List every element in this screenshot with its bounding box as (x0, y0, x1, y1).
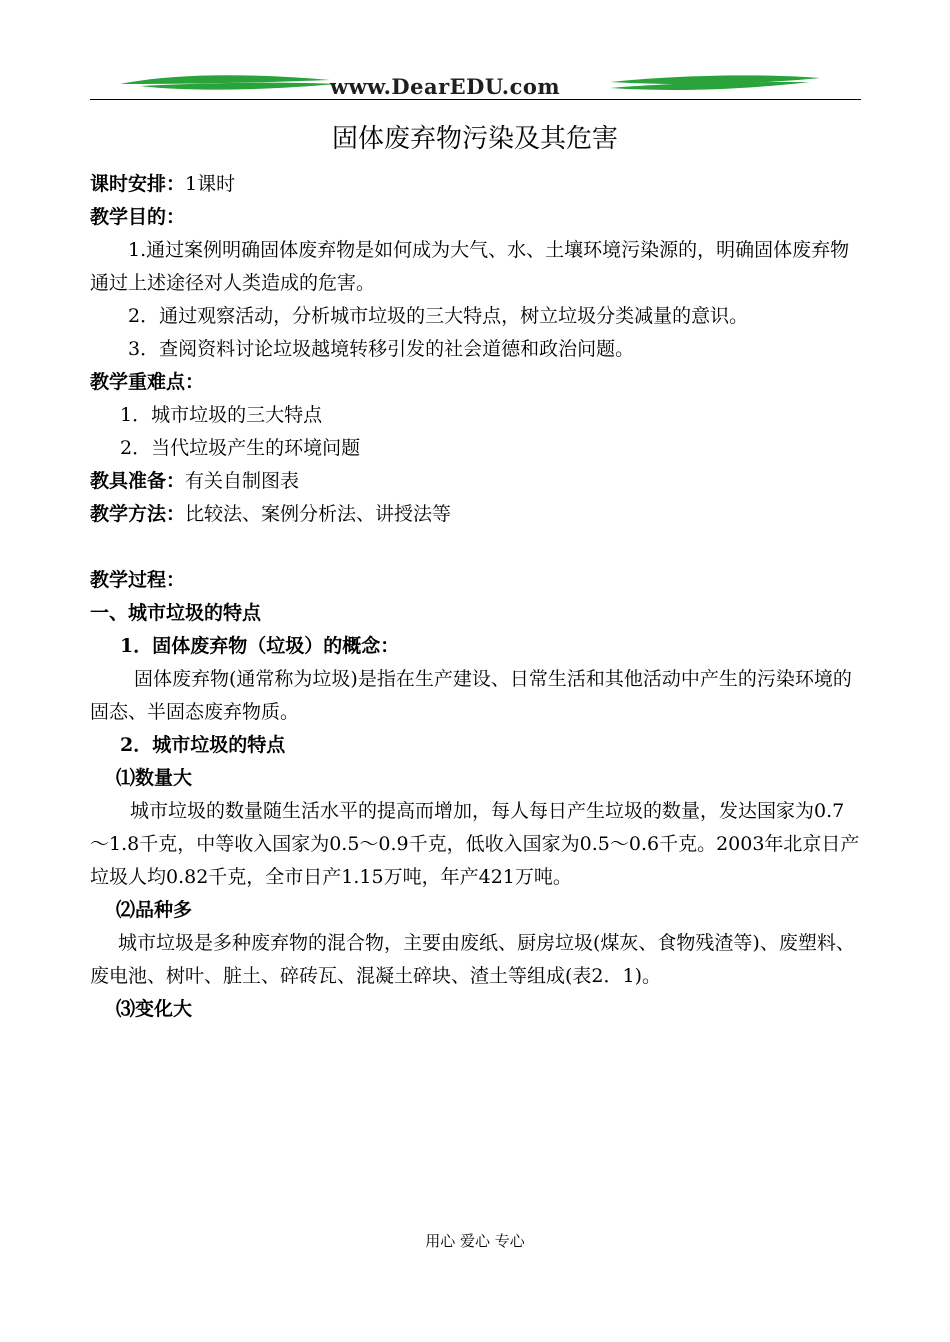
document-body (90, 168, 861, 1026)
page-title: 固体废弃物污染及其危害 (331, 124, 618, 154)
subsection-heading: 2．城市垃圾的特点 (120, 734, 286, 756)
page-footer: 用心 爱心 专心 (425, 1232, 525, 1250)
tools-value: 有关自制图表 (185, 470, 300, 492)
goals-label: 教学目的： (90, 206, 186, 228)
methods-label: 教学方法： (90, 503, 186, 525)
schedule-label: 课时安排： (90, 173, 186, 195)
key-points-label: 教学重难点： (90, 371, 205, 393)
key-point-item: 2．当代垃圾产生的环境问题 (120, 437, 361, 459)
methods-value: 比较法、案例分析法、讲授法等 (185, 503, 452, 525)
concept-paragraph: 固体废弃物(通常称为垃圾)是指在生产建设、日常生活和其他活动中产生的污染环境的固态、半固态废弃物质。 (90, 668, 852, 723)
goal-item: 2．通过观察活动，分析城市垃圾的三大特点，树立垃圾分类减量的意识。 (128, 305, 749, 327)
header-rule (90, 99, 861, 100)
methods-line (90, 498, 861, 531)
spacer (90, 531, 861, 564)
point-heading: ⑶变化大 (116, 998, 193, 1020)
tools-label: 教具准备： (90, 470, 186, 492)
key-point-item: 1．城市垃圾的三大特点 (120, 404, 323, 426)
section-heading: 一、城市垃圾的特点 (90, 602, 262, 624)
logo-text: www.DearEDU.com (330, 74, 561, 99)
point-paragraph: 城市垃圾是多种废弃物的混合物，主要由废纸、厨房垃圾(煤灰、食物残渣等)、废塑料、废电池、树叶、脏土、碎砖瓦、混凝土碎块、渣土等组成(表2．1)。 (90, 932, 855, 987)
goal-item: 1.通过案例明确固体废弃物是如何成为大气、水、土壤环境污染源的，明确固体废弃物通过上述途径对人类造成的危害。 (90, 239, 850, 294)
schedule-line (90, 168, 861, 201)
point-paragraph: 城市垃圾的数量随生活水平的提高而增加，每人每日产生垃圾的数量，发达国家为0.7～1.8千克，中等收入国家为0.5～0.9千克，低收入国家为0.5～0.6千克。2003年北京日产垃圾人均0.82千克，全市日产1.15万吨，年产421万吨。 (90, 800, 860, 888)
goal-item: 3．查阅资料讨论垃圾越境转移引发的社会道德和政治问题。 (128, 338, 635, 360)
process-label: 教学过程： (90, 569, 186, 591)
point-heading: ⑴数量大 (116, 767, 193, 789)
subsection-heading: 1．固体废弃物（垃圾）的概念： (120, 635, 400, 657)
tools-line (90, 465, 861, 498)
schedule-value: 1课时 (185, 173, 236, 195)
point-heading: ⑵品种多 (116, 899, 193, 921)
